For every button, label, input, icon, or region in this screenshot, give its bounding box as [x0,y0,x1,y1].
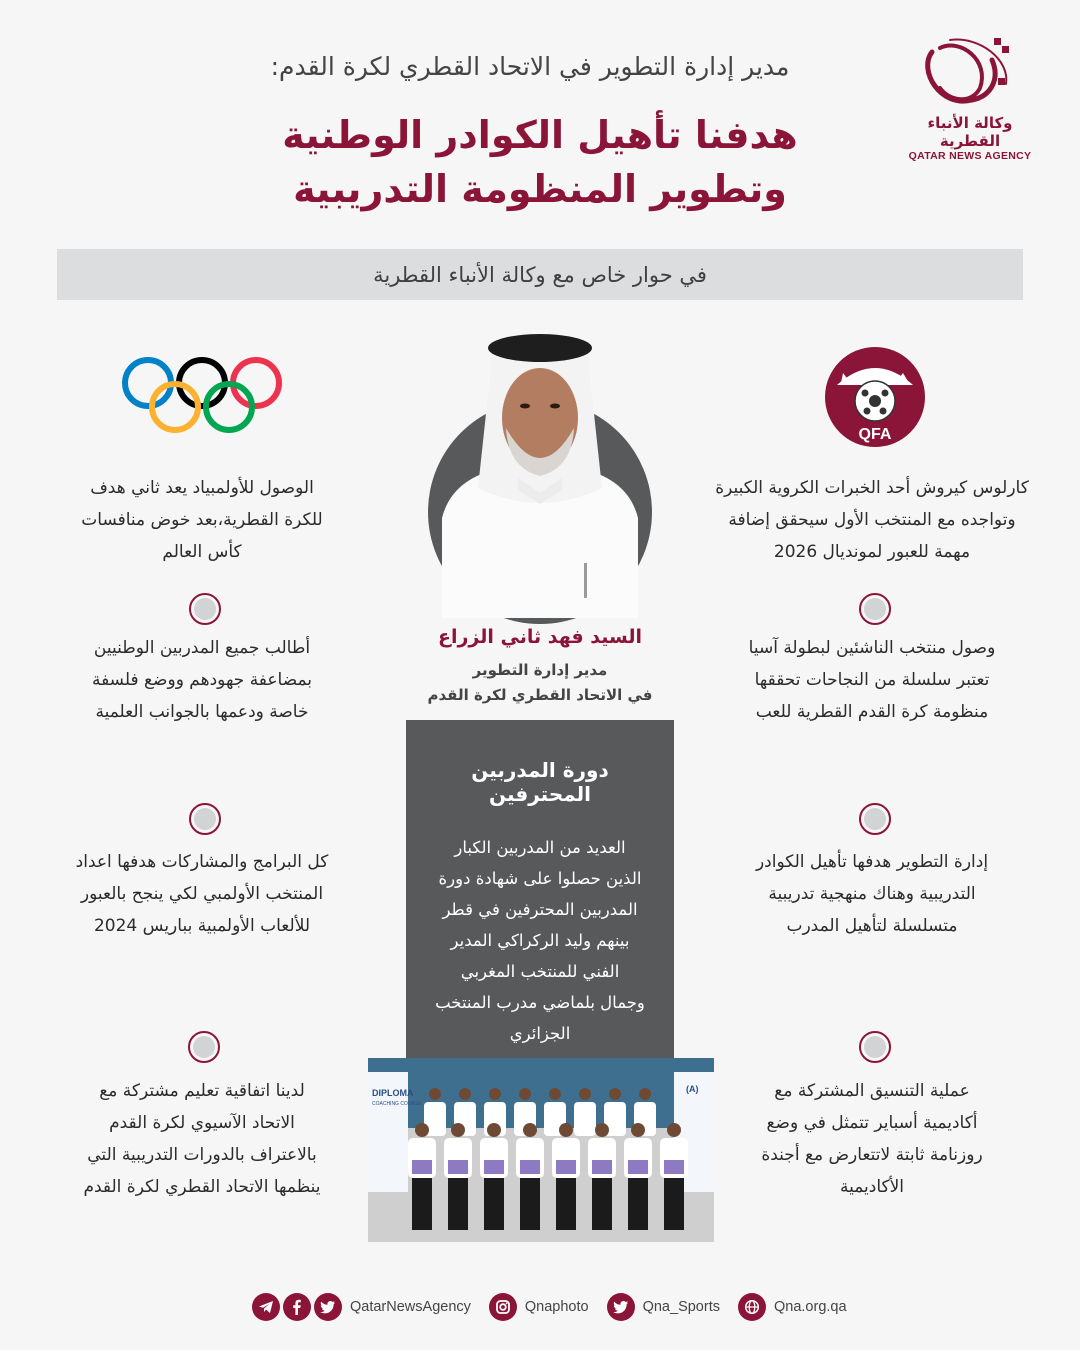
footer-label[interactable]: Qna_Sports [642,1299,720,1315]
bullet-icon [189,593,221,625]
bullet-icon [188,1031,220,1063]
twitter-icon[interactable] [607,1293,635,1321]
person-role-line-2: في الاتحاد القطري لكرة القدم [427,686,653,704]
text-line: كأس العالم [162,542,242,562]
qfa-crest-icon [823,345,927,449]
text-line: تعتبر سلسلة من النجاحات تحققها [754,670,990,690]
text-line: التدريبية وهناك منهجية تدريبية [768,884,976,904]
panel-line: الفني للمنتخب المغربي [460,962,620,981]
footer-label[interactable]: QatarNewsAgency [350,1299,471,1315]
globe-icon[interactable] [738,1293,766,1321]
right-item-1 [712,472,1032,568]
panel-title: دورة المدربين المحترفين [471,758,609,806]
text-line: روزنامة ثابتة لاتتعارض مع أجندة [761,1145,983,1165]
text-line: بالاعتراف بالدورات التدريبية التي [87,1145,317,1165]
left-item-4 [42,1075,362,1203]
right-item-3 [712,846,1032,942]
text-line: وتواجده مع المنتخب الأول سيحقق إضافة [728,510,1016,530]
left-item-3 [42,846,362,942]
bullet-icon [189,803,221,835]
qna-emblem-icon [910,30,1030,110]
banner-text: في حوار خاص مع وكالة الأنباء القطرية [373,262,707,287]
text-line: أكاديمية أسباير تتمثل في وضع [766,1113,978,1133]
photo-banner-text: DIPLOMA [372,1088,414,1098]
qfa-logo [823,345,927,449]
text-line: إدارة التطوير هدفها تأهيل الكوادر [755,852,989,872]
person-role-line-1: مدير إدارة التطوير [472,661,608,679]
text-line: المنتخب الأولمبي لكي ينجح بالعبور [80,884,324,904]
text-line: وصول منتخب الناشئين لبطولة آسيا [748,638,996,658]
facebook-icon[interactable] [283,1293,311,1321]
footer-label[interactable]: Qna.org.qa [773,1299,847,1315]
footer-label[interactable]: Qnaphoto [524,1299,589,1315]
right-item-2 [712,632,1032,728]
text-line: بمضاعفة جهودهم ووضع فلسفة [91,670,313,690]
text-line: متسلسلة لتأهيل المدرب [786,916,958,936]
telegram-icon[interactable] [252,1293,280,1321]
text-line: لدينا اتفاقية تعليم مشتركة مع [99,1081,305,1101]
page-title [120,108,960,216]
panel-line: الذين حصلوا على شهادة دورة [438,869,642,888]
text-line: الاتحاد الآسيوي لكرة القدم [109,1113,295,1133]
text-line: للكرة القطرية،بعد خوض منافسات [81,510,323,530]
photo-right-banner-text: (A) [686,1084,699,1094]
text-line: ينظمها الاتحاد القطري لكرة القدم [83,1177,321,1197]
text-line: منظومة كرة القدم القطرية للعب [755,702,989,722]
text-line: خاصة ودعمها بالجوانب العلمية [95,702,309,722]
olympic-rings-icon [118,355,288,435]
panel-body [418,832,662,1049]
panel-line: بينهم وليد الركراكي المدير [450,931,630,950]
left-item-1 [42,472,362,568]
panel-line: الجزائري [509,1024,571,1043]
header-subtitle: مدير إدارة التطوير في الاتحاد القطري لكرة القدم: [270,52,790,81]
title-line-2: وتطوير المنظومة التدريبية [293,167,787,211]
right-item-4 [712,1075,1032,1203]
panel-line: العديد من المدربين الكبار [454,838,626,857]
text-line: للألعاب الأولمبية بباريس 2024 [93,916,311,936]
person-name: السيد فهد ثاني الزراع [437,626,643,648]
person-portrait [432,318,648,618]
brand-name-en: QATAR NEWS AGENCY [908,150,1032,162]
coaches-course-panel [406,720,674,1060]
social-footer [252,1290,852,1324]
brand-name-ar: وكالة الأنباء القطرية [927,114,1013,150]
interview-banner [57,249,1023,300]
twitter-icon[interactable] [314,1293,342,1321]
instagram-icon[interactable] [489,1293,517,1321]
text-line: الأكاديمية [839,1177,905,1197]
photo-banner-sub: COACHING COURSE [372,1101,422,1107]
olympic-rings-logo [118,355,288,435]
panel-line: المدربين المحترفين في قطر [442,900,638,919]
text-line: الوصول للأولمبياد يعد ثاني هدف [90,478,314,498]
bullet-icon [859,593,891,625]
panel-line: وجمال بلماضي مدرب المنتخب [435,993,645,1012]
bullet-icon [859,1031,891,1063]
text-line: أطالب جميع المدربين الوطنيين [93,638,311,658]
left-item-2 [42,632,362,728]
qfa-label: QFA [858,426,892,443]
title-line-1: هدفنا تأهيل الكوادر الوطنية [282,113,798,157]
person-role [400,658,680,708]
text-line: كل البرامج والمشاركات هدفها اعداد [75,852,329,872]
text-line: كارلوس كيروش أحد الخبرات الكروية الكبيرة [715,478,1029,498]
bullet-icon [859,803,891,835]
text-line: عملية التنسيق المشتركة مع [774,1081,970,1101]
group-photo [368,1058,714,1242]
text-line: مهمة للعبور لمونديال 2026 [773,542,971,562]
